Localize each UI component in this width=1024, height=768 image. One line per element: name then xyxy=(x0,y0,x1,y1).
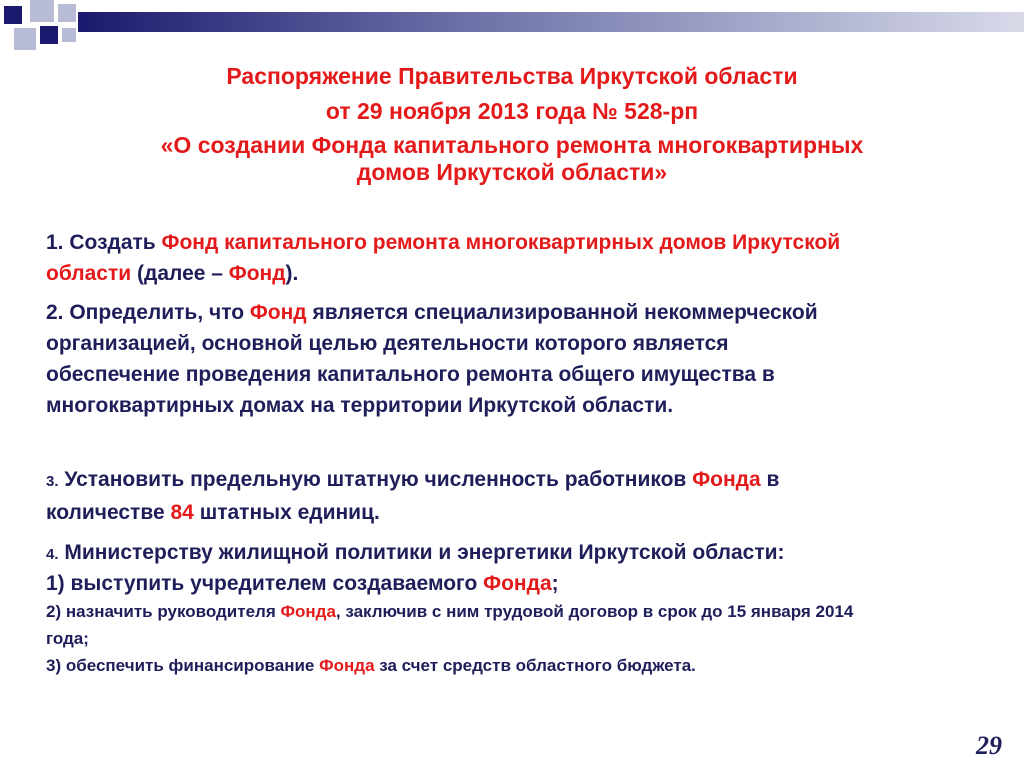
item-text: Определить, что xyxy=(63,301,250,324)
subitem-text: за счет средств областного бюджета. xyxy=(374,656,696,675)
page-number: 29 xyxy=(976,731,1002,760)
deco-square xyxy=(40,26,58,44)
fund-short: Фонда xyxy=(319,656,375,675)
deco-bar xyxy=(78,12,1024,32)
item-number: 3. xyxy=(46,473,59,490)
deco-square xyxy=(14,28,36,50)
fund-short: Фонд xyxy=(228,262,286,285)
deco-square xyxy=(30,0,54,22)
subitem-1 xyxy=(46,569,886,598)
item-text: штатных единиц. xyxy=(193,501,380,524)
fund-name: Фонд капитального ремонта многоквартирных домов Иркутской области xyxy=(46,231,841,285)
title-line xyxy=(40,132,984,186)
title-line3: «О создании Фонда капитального ремонта многоквартирных xyxy=(160,132,864,158)
subitem-text: 2) назначить руководителя xyxy=(46,602,281,621)
fund-short: Фонда xyxy=(483,572,552,595)
item-1 xyxy=(46,227,906,289)
item-text: в количестве xyxy=(46,468,780,524)
deco-square xyxy=(4,6,22,24)
item-2 xyxy=(46,297,866,421)
item-text: Создать xyxy=(63,231,162,254)
title-line4: домов Иркутской области» xyxy=(356,159,668,185)
fund-short: Фонда xyxy=(692,468,761,491)
item-text: Министерству жилищной политики и энергетики Иркутской области: xyxy=(58,541,785,564)
item-number: 2. xyxy=(46,301,64,324)
item-text: является специализированной некоммерческой организацией, основной целью деятельности которого является обеспечение проведения капитального ремонта общего имущества в многоквартирных домах на территории Иркутской области. xyxy=(46,301,818,417)
deco-square xyxy=(62,28,76,42)
deco-square xyxy=(58,4,76,22)
item-3 xyxy=(46,464,866,528)
fund-short: Фонда xyxy=(280,602,336,621)
subitem-2 xyxy=(46,598,876,652)
item-text: ). xyxy=(285,262,299,285)
item-text: Установить предельную штатную численность работников xyxy=(58,468,693,491)
staff-count: 84 xyxy=(170,501,194,524)
item-number: 1. xyxy=(46,231,64,254)
subitem-3 xyxy=(46,652,826,679)
subitem-text: 1) выступить учредителем создаваемого xyxy=(46,572,484,595)
item-4-intro xyxy=(46,538,846,569)
title-line: от 29 ноября 2013 года № 528-рп xyxy=(325,98,699,124)
fund-short: Фонд xyxy=(249,301,307,324)
subitem-text: , заключив с ним трудовой договор в срок до 15 января 2014 года; xyxy=(46,602,854,648)
corner-decoration xyxy=(0,0,1024,60)
item-number: 4. xyxy=(46,546,59,563)
title-line: Распоряжение Правительства Иркутской области xyxy=(226,63,798,89)
subitem-text: ; xyxy=(551,572,559,595)
subitem-text: 3) обеспечить финансирование xyxy=(46,656,320,675)
item-text: (далее – xyxy=(131,262,229,285)
item-4 xyxy=(46,538,886,679)
